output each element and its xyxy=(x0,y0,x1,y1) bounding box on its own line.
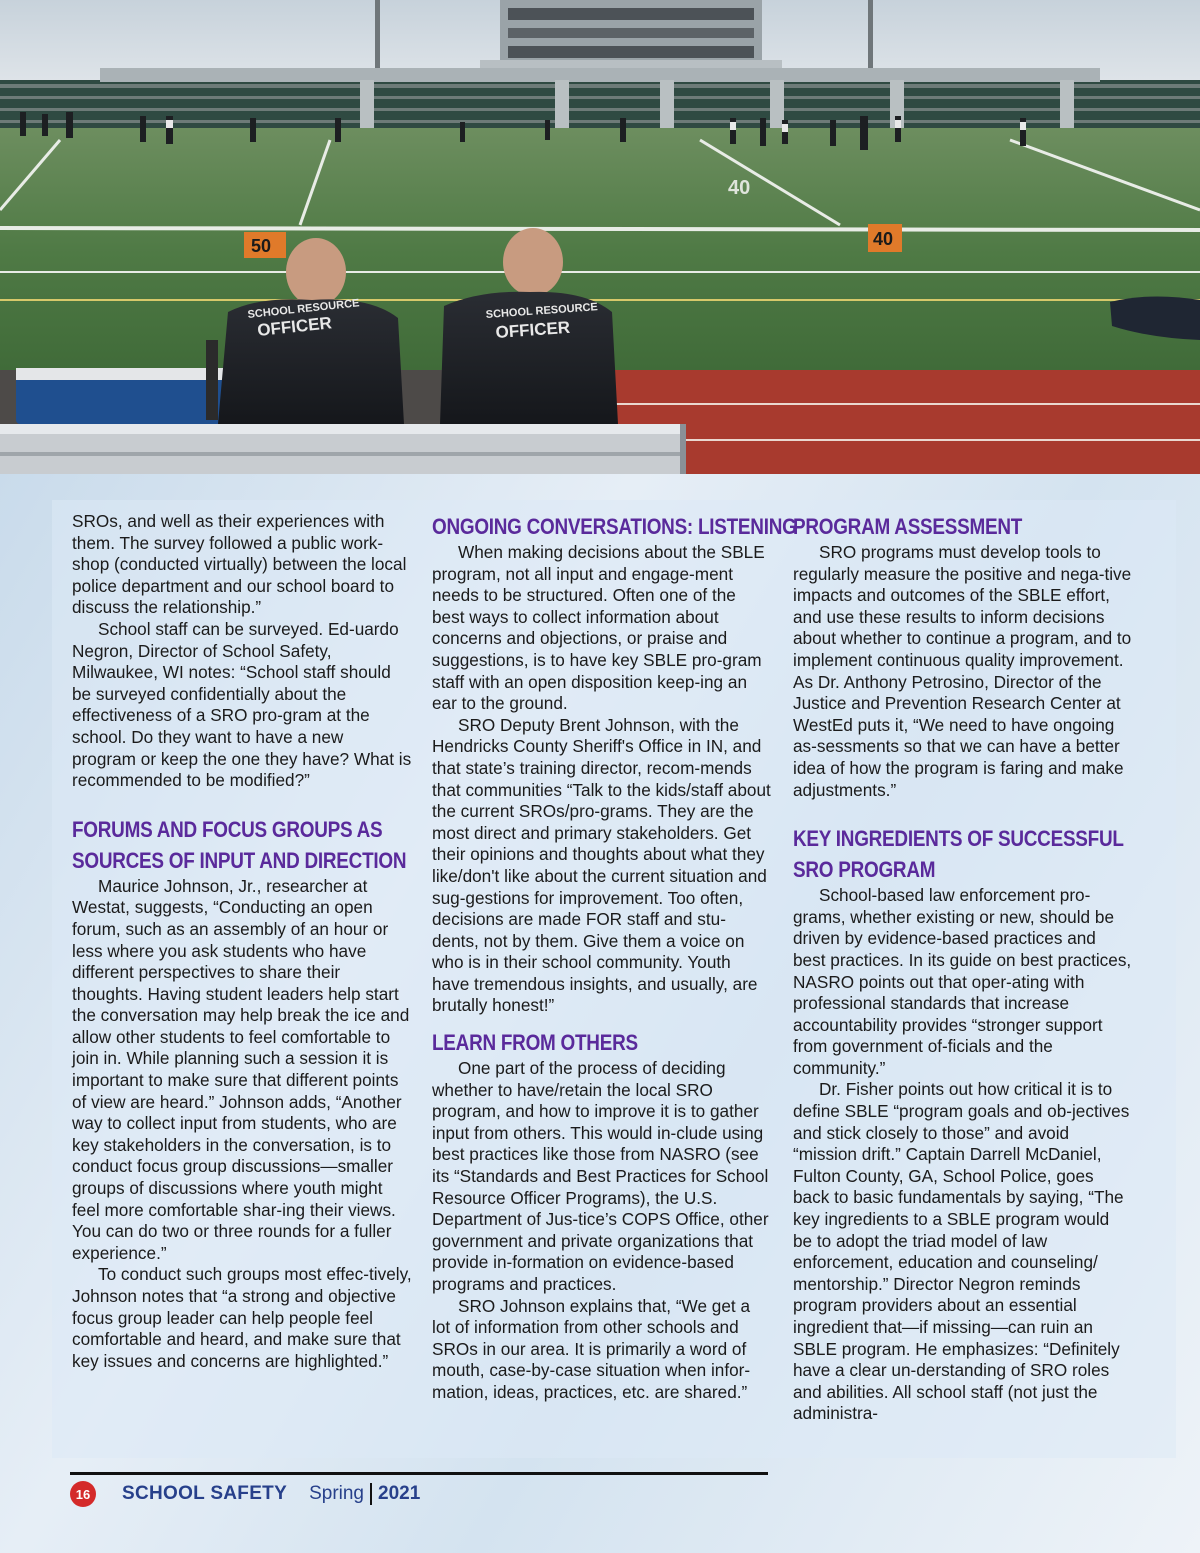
cooler xyxy=(16,368,236,424)
footer-divider xyxy=(370,1483,372,1505)
section-heading: ONGOING CONVERSATIONS: LISTENING xyxy=(432,514,797,539)
column-3 xyxy=(793,511,1133,1425)
svg-text:50: 50 xyxy=(251,236,272,256)
section-heading: PROGRAM ASSESSMENT xyxy=(793,514,1023,539)
paragraph: SRO Deputy Brent Johnson, with the Hendricks County Sheriff's Office in IN, and that state’s training director, recom-mends that communities “Talk to the kids/staff about the current SROs/pro-grams. They are the most direct and primary stakeholders. Get their opinions and thoughts about what they like/don't like about the current situation and sug-gestions for improvement. Too often, decisions are made FOR staff and stu-dents, not by them. Give them a voice on who is in their school community. Youth have tremendous insights, and usually, are brutally honest!” xyxy=(432,714,771,1016)
light-pole xyxy=(375,0,380,75)
paragraph: One part of the process of deciding whether to have/retain the local SRO program, and how to improve it is to gather input from others. This would in-clude using best practices like those from NASRO (see its “Standards and Best Practices for School Resource Officer Programs), the U.S. Department of Jus-tice’s COPS Office, other government and private organizations that provide in-formation on evidence-based programs and practices. xyxy=(432,1058,769,1294)
paragraph: Maurice Johnson, Jr., researcher at Westat, suggests, “Conducting an open forum, such as an assembly of an hour or less where you ask students who have different perspectives to share their thoughts. Having student leaders help start the conversation may help break the ice and allow other students to feel comfortable to join in. While planning such a session it is important to make sure that different points of view are heard.” Johnson adds, “Another way to collect input from students, who are key stakeholders in the conversation, is to conduct focus group discussions—smaller groups of discussions where youth might feel more comfortable shar-ing their views. You can do two or three rounds for a fuller experience.” xyxy=(72,875,410,1263)
paragraph: School staff can be surveyed. Ed-uardo Negron, Director of School Safety, Milwaukee, WI notes: “School staff should be surveyed confidentially about the effectiveness of a SRO pro-gram at the school. Do they want to have a new program or keep the one they have? What is recommended to be modified?” xyxy=(72,618,412,791)
paragraph: School-based law enforcement pro-grams, whether existing or new, should be driven by evidence-based practices and best practices. In its guide on best practices, NASRO points out that oper-ating with professional standards that increase accountability provides “stronger support from government of-ficials and the community.” xyxy=(793,885,1132,1078)
column-1 xyxy=(72,511,412,1372)
press-box xyxy=(480,0,782,72)
issue-year: 2021 xyxy=(378,1483,421,1504)
svg-text:SCHOOL RESOURCE: SCHOOL RESOURCE xyxy=(247,297,360,321)
paragraph: When making decisions about the SBLE program, not all input and engage-ment needs to be structured. Often one of the best ways to collect information about concerns and objections, or praise and suggestions, is to have key SBLE pro-gram staff with an open disposition keep-ing an ear to the ground. xyxy=(432,542,765,714)
footer-rule xyxy=(70,1472,768,1475)
section-heading: KEY INGREDIENTS OF SUCCESSFUL xyxy=(793,826,1124,852)
yard-marker-50 xyxy=(244,232,286,258)
light-pole xyxy=(868,0,873,75)
paragraph: Dr. Fisher points out how critical it is to define SBLE “program goals and ob-jectives and stick closely to those” and avoid “mission drift.” Captain Darrell McDaniel, Fulton County, GA, School Police, goes back to basic fundamentals by saying, “The key ingredients to a SBLE program would be to adopt the triad model of law enforcement, education and counseling/ mentorship.” Director Negron reminds program providers about an essential ingredient that—if missing—can ruin an SBLE program. He emphasizes: “Definitely have a clear un-derstanding of SRO roles and abilities. All school staff (not just the administra- xyxy=(793,1079,1130,1424)
page-number-badge: 16 xyxy=(70,1481,96,1507)
paragraph: To conduct such groups most effec-tively, Johnson notes that “a strong and objective focus group leader can help people feel comfortable and heard, and make sure that key issues and concerns are highlighted.” xyxy=(72,1264,412,1371)
svg-text:SCHOOL RESOURCE: SCHOOL RESOURCE xyxy=(485,301,599,321)
issue-season: Spring xyxy=(309,1483,364,1504)
section-heading: SRO PROGRAM xyxy=(793,857,936,883)
svg-text:OFFICER: OFFICER xyxy=(256,313,333,340)
bench xyxy=(0,424,686,474)
stadium-photo xyxy=(0,0,1200,474)
column-2 xyxy=(432,511,797,1404)
svg-text:40: 40 xyxy=(873,229,894,249)
section-heading: SOURCES OF INPUT AND DIRECTION xyxy=(72,847,407,873)
field-number: 40 xyxy=(728,177,751,199)
section-heading: LEARN FROM OTHERS xyxy=(432,1030,638,1056)
paragraph: SRO Johnson explains that, “We get a lot of information from other schools and SROs in our area. It is primarily a word of mouth, case-by-case situation when infor-mation, ideas, practices, etc. are shared.” xyxy=(432,1295,751,1402)
svg-text:OFFICER: OFFICER xyxy=(494,317,571,342)
paragraph: SRO programs must develop tools to regularly measure the positive and nega-tive impacts and outcomes of the SBLE effort, and use these results to inform decisions about whether to continue a program, and to implement continuous quality improvement. As Dr. Anthony Petrosino, Director of the Justice and Prevention Research Center at WestEd puts it, “We need to have ongoing as-sessments so that we can have a better idea of how the program is faring and make adjustments.” xyxy=(793,542,1132,800)
yard-marker-40 xyxy=(868,224,902,252)
section-heading: FORUMS AND FOCUS GROUPS AS xyxy=(72,816,383,842)
page-footer xyxy=(70,1481,420,1507)
magazine-title: SCHOOL SAFETY xyxy=(122,1483,288,1504)
paragraph: SROs, and well as their experiences with them. The survey followed a public work-shop (conducted virtually) between the local police department and our school board to discuss the relationship.” xyxy=(72,511,407,618)
